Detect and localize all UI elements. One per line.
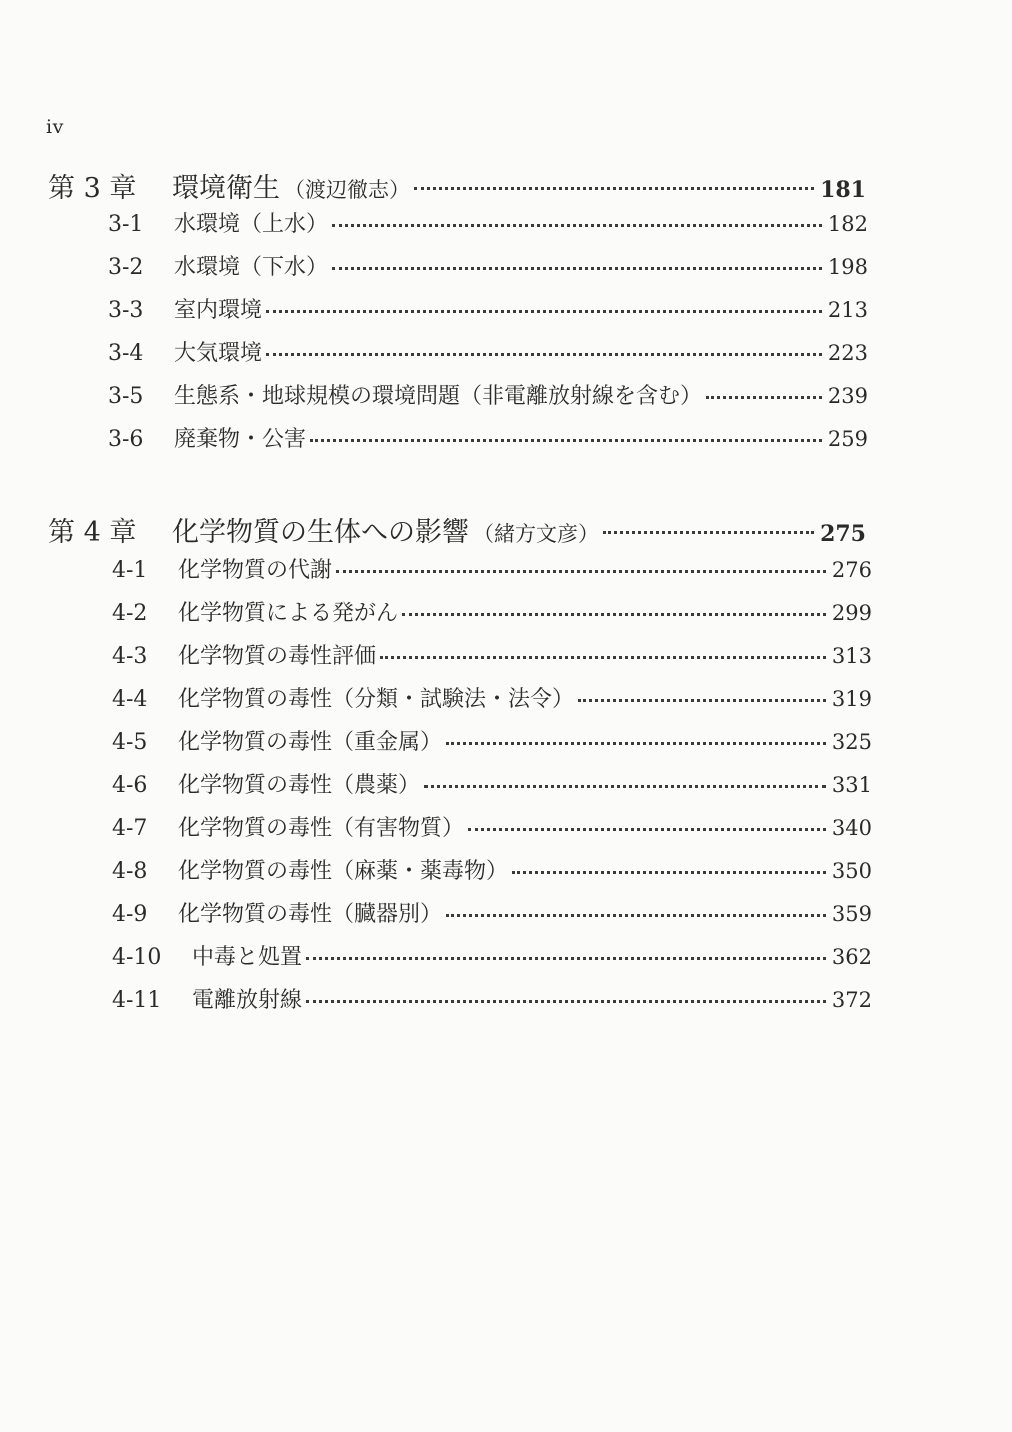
dot-leader	[310, 439, 822, 442]
section-number: 3-1	[108, 212, 144, 237]
dot-leader	[332, 267, 822, 270]
dot-leader	[446, 742, 826, 745]
section-title: 化学物質の毒性（重金属）	[178, 730, 443, 755]
section-title: 化学物質の毒性（臓器別）	[178, 902, 443, 927]
section-number: 4-8	[112, 859, 148, 884]
dot-leader	[332, 224, 822, 227]
section-number: 4-2	[112, 601, 148, 626]
section-number: 4-4	[112, 687, 148, 712]
section-title: 中毒と処置	[192, 945, 303, 970]
dot-leader	[603, 531, 814, 534]
chapter-page: 275	[820, 521, 866, 547]
dot-leader	[414, 187, 814, 190]
section-page: 213	[827, 298, 868, 322]
section-page: 350	[831, 859, 872, 883]
toc-entry[interactable]	[112, 553, 872, 584]
dot-leader	[380, 656, 826, 659]
section-page: 276	[831, 558, 872, 582]
section-number: 4-7	[112, 816, 148, 841]
toc-entry[interactable]	[112, 682, 872, 713]
section-number: 4-6	[112, 773, 148, 798]
page-number: iv	[46, 116, 64, 138]
dot-leader	[512, 871, 826, 874]
dot-leader	[468, 828, 826, 831]
section-title: 電離放射線	[192, 988, 303, 1013]
section-number: 3-5	[108, 384, 144, 409]
toc-entry[interactable]	[108, 207, 868, 238]
section-title: 化学物質の毒性（麻薬・薬毒物）	[178, 859, 509, 884]
section-number: 3-4	[108, 341, 144, 366]
section-title: 廃棄物・公害	[174, 427, 307, 452]
toc-entry[interactable]	[112, 596, 872, 627]
section-page: 325	[831, 730, 872, 754]
section-number: 4-1	[112, 558, 148, 583]
section-page: 299	[831, 601, 872, 625]
dot-leader	[336, 570, 826, 573]
section-title: 化学物質の毒性（農薬）	[178, 773, 421, 798]
section-page: 239	[827, 384, 868, 408]
dot-leader	[306, 1000, 826, 1003]
section-page: 331	[831, 773, 872, 797]
chapter-number: 第 4 章	[48, 517, 137, 548]
chapter-author: （緒方文彦）	[473, 522, 599, 546]
section-number: 4-11	[112, 988, 162, 1013]
dot-leader	[306, 957, 826, 960]
toc-entry[interactable]	[108, 379, 868, 410]
section-page: 182	[827, 212, 868, 236]
section-page: 359	[831, 902, 872, 926]
toc-entry[interactable]	[112, 725, 872, 756]
toc-entry[interactable]	[108, 422, 868, 453]
section-page: 372	[831, 988, 872, 1012]
dot-leader	[578, 699, 826, 702]
chapter-heading[interactable]	[48, 166, 866, 205]
section-title: 化学物質による発がん	[178, 601, 399, 626]
chapter-page: 181	[820, 177, 866, 203]
section-title: 化学物質の毒性評価	[178, 644, 377, 669]
dot-leader	[446, 914, 826, 917]
section-number: 4-9	[112, 902, 148, 927]
section-title: 化学物質の毒性（分類・試験法・法令）	[178, 687, 575, 712]
chapter-title: 化学物質の生体への影響	[172, 517, 469, 548]
section-number: 4-10	[112, 945, 162, 970]
section-number: 3-3	[108, 298, 144, 323]
section-number: 4-5	[112, 730, 148, 755]
section-title: 水環境（下水）	[174, 255, 329, 280]
toc-entry[interactable]	[112, 983, 872, 1014]
section-page: 259	[827, 427, 868, 451]
toc-entry[interactable]	[108, 250, 868, 281]
chapter-author: （渡辺徹志）	[284, 178, 410, 202]
section-title: 生態系・地球規模の環境問題（非電離放射線を含む）	[174, 384, 703, 409]
section-number: 4-3	[112, 644, 148, 669]
toc-entry[interactable]	[112, 639, 872, 670]
section-page: 340	[831, 816, 872, 840]
chapter-title: 環境衛生	[172, 173, 280, 204]
section-title: 水環境（上水）	[174, 212, 329, 237]
dot-leader	[424, 785, 826, 788]
dot-leader	[402, 613, 826, 616]
toc-entry[interactable]	[112, 854, 872, 885]
dot-leader	[266, 310, 822, 313]
chapter-heading[interactable]	[48, 510, 866, 549]
section-page: 313	[831, 644, 872, 668]
toc-entry[interactable]	[112, 897, 872, 928]
toc-entry[interactable]	[108, 336, 868, 367]
section-page: 223	[827, 341, 868, 365]
section-number: 3-2	[108, 255, 144, 280]
section-title: 化学物質の代謝	[178, 558, 333, 583]
section-page: 362	[831, 945, 872, 969]
dot-leader	[706, 396, 822, 399]
toc-entry[interactable]	[112, 811, 872, 842]
toc-entry[interactable]	[112, 768, 872, 799]
section-title: 大気環境	[174, 341, 263, 366]
section-title: 化学物質の毒性（有害物質）	[178, 816, 465, 841]
section-title: 室内環境	[174, 298, 263, 323]
chapter-number: 第 3 章	[48, 173, 137, 204]
toc-entry[interactable]	[108, 293, 868, 324]
dot-leader	[266, 353, 822, 356]
section-number: 3-6	[108, 427, 144, 452]
toc-entry[interactable]	[112, 940, 872, 971]
section-page: 198	[827, 255, 868, 279]
section-page: 319	[831, 687, 872, 711]
